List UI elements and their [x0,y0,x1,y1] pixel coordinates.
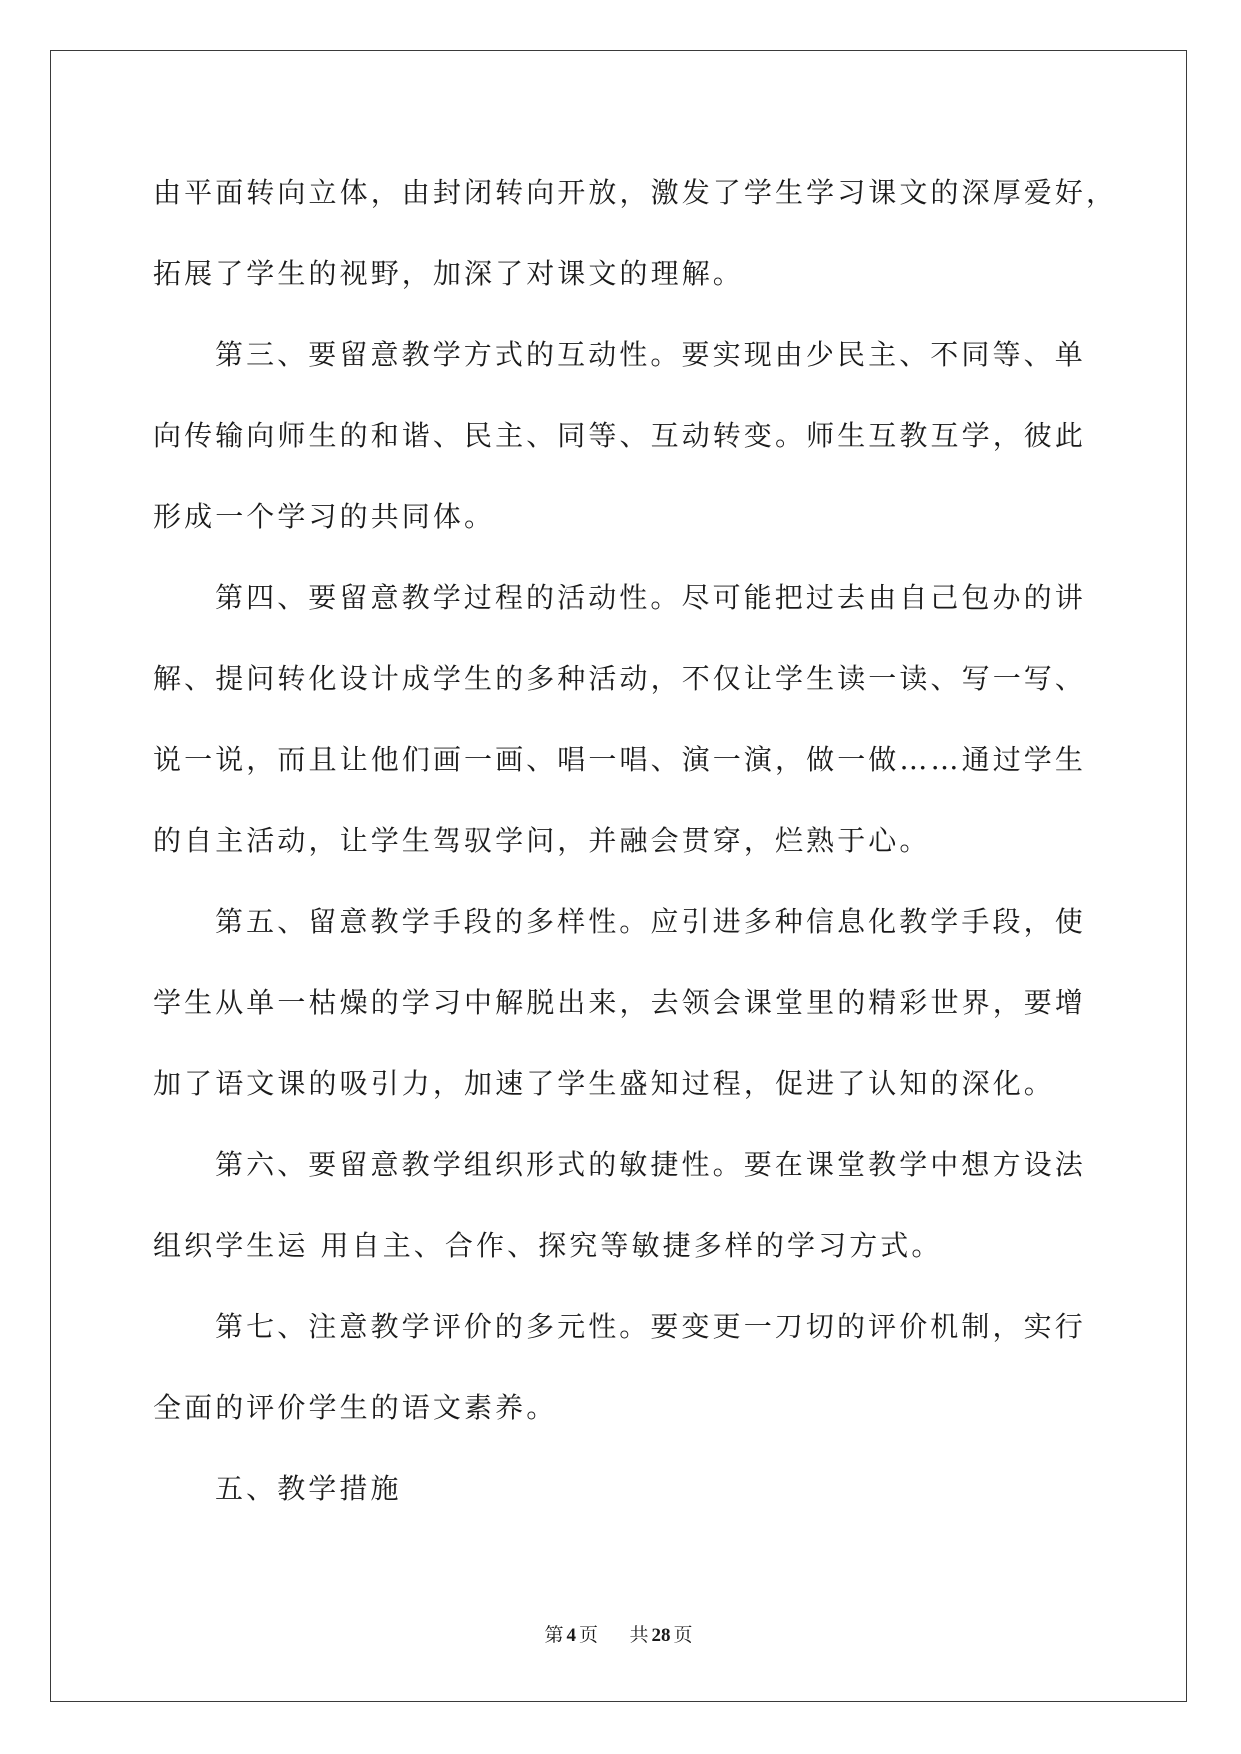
section-heading [153,1448,1153,1529]
text-line: 由平面转向立体，由封闭转向开放，激发了学生学习课文的深厚爱好， [153,176,1118,209]
text-line: 五、教学措施 [215,1472,402,1505]
current-page-number: 4 [566,1625,576,1646]
text-line: 加了语文课的吸引力，加速了学生盛知过程，促进了认知的深化。 [153,1067,1055,1100]
footer-label: 第 [544,1625,564,1646]
footer-label: 页 [673,1625,693,1646]
text-line: 组织学生运 用自主、合作、探究等敏捷多样的学习方式。 [153,1229,943,1262]
footer-label: 共 [629,1625,649,1646]
text-line: 向传输向师生的和谐、民主、同等、互动转变。师生互教互学，彼此 [153,419,1087,452]
text-line: 第四、要留意教学过程的活动性。尽可能把过去由自己包办的讲 [215,581,1086,614]
text-line: 第三、要留意教学方式的互动性。要实现由少民主、不同等、单 [215,338,1086,371]
page-footer [50,1624,1187,1648]
text-line: 解、提问转化设计成学生的多种活动，不仅让学生读一读、写一写、 [153,662,1087,695]
text-line: 第七、注意教学评价的多元性。要变更一刀切的评价机制，实行 [215,1310,1086,1343]
text-line: 全面的评价学生的语文素养。 [153,1391,558,1424]
text-line: 第六、要留意教学组织形式的敏捷性。要在课堂教学中想方设法 [215,1148,1086,1181]
page-number [544,1625,602,1646]
page-total [630,1625,693,1646]
paragraph [153,1124,1153,1286]
paragraph [153,881,1153,1124]
paragraph [153,152,1153,314]
text-line: 第五、留意教学手段的多样性。应引进多种信息化教学手段，使 [215,905,1086,938]
text-line: 的自主活动，让学生驾驭学问，并融会贯穿，烂熟于心。 [153,824,931,857]
text-line: 学生从单一枯燥的学习中解脱出来，去领会课堂里的精彩世界，要增 [153,986,1087,1019]
total-pages-number: 28 [651,1625,671,1646]
footer-label: 页 [578,1625,598,1646]
text-line: 说一说，而且让他们画一画、唱一唱、演一演，做一做……通过学生 [153,743,1087,776]
paragraph [153,557,1153,881]
paragraph [153,314,1153,557]
paragraph [153,1286,1153,1448]
text-line: 形成一个学习的共同体。 [153,500,496,533]
text-line: 拓展了学生的视野，加深了对课文的理解。 [153,257,744,290]
document-body [153,152,1153,1529]
